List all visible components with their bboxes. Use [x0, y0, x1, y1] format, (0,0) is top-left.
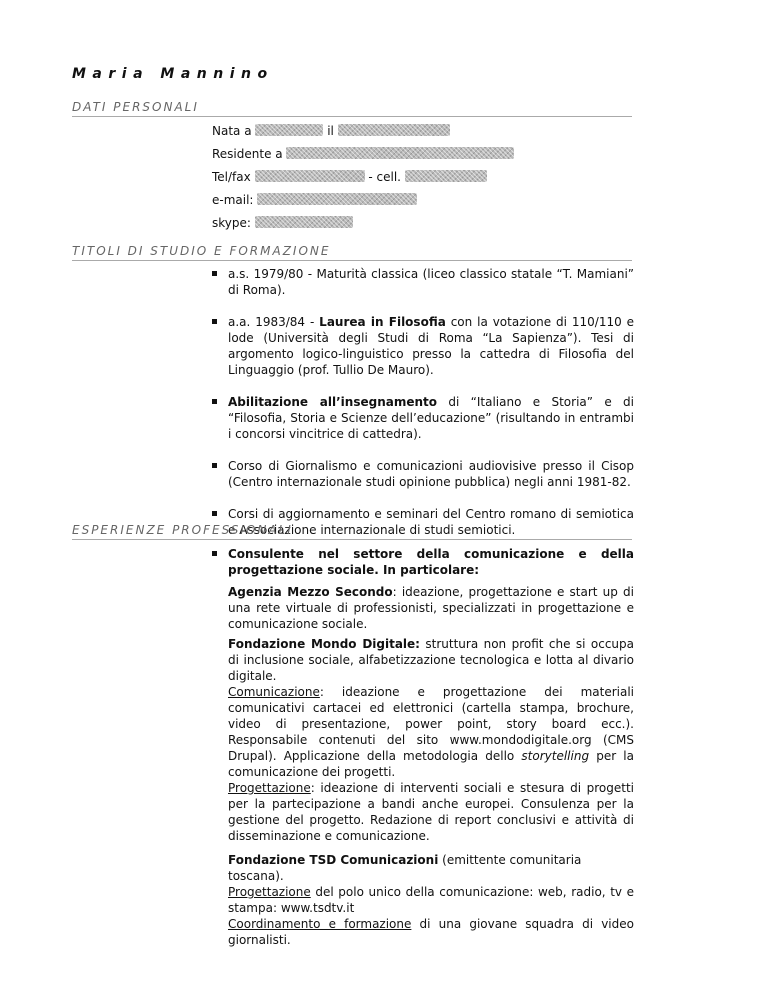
list-item	[212, 394, 634, 442]
list-item	[212, 546, 634, 578]
bullet-icon	[212, 399, 217, 404]
item-highlight: Laurea in Filosofia	[319, 315, 446, 329]
org-description: struttura non profit che si occupa di inclusione sociale, alfabetizzazione tecnologica e lotta al divario digitale.	[228, 637, 634, 683]
redacted-address	[286, 147, 514, 159]
bullet-icon	[212, 319, 217, 324]
org-description: : ideazione, progettazione e start up di una rete virtuale di professionisti, specializzati in progettazione e comunicazione sociale.	[228, 585, 634, 631]
cell-label: - cell.	[368, 170, 401, 184]
progettazione-text: del polo unico della comunicazione: web, radio, tv e stampa: www.tsdtv.it	[228, 885, 634, 915]
list-item	[212, 266, 634, 298]
experience-lead-line1: Consulente nel settore della comunicazione e della	[228, 547, 634, 561]
comunicazione-text: per la comunicazione dei progetti.	[228, 749, 634, 779]
experience-mezzo-secondo	[228, 584, 634, 632]
org-description: (emittente comunitaria toscana).	[228, 853, 582, 883]
coordinamento-text: di una giovane squadra di video giornalisti.	[228, 917, 634, 947]
redacted-cell	[405, 170, 487, 182]
phone-label: Tel/fax	[212, 170, 251, 184]
subheading-progettazione: Progettazione	[228, 781, 311, 795]
progettazione-text: : ideazione di interventi sociali e stesura di progetti per la partecipazione a bandi anche europei. Consulenza per la gestione del progetto. Redazione di report conclusivi e attività di disseminazione e comunicazione.	[228, 781, 634, 843]
redacted-birthdate	[338, 124, 450, 136]
comunicazione-italic: storytelling	[521, 749, 590, 763]
section-title-education: TITOLI DI STUDIO E FORMAZIONE	[72, 244, 331, 258]
bullet-icon	[212, 463, 217, 468]
email-label: e-mail:	[212, 193, 254, 207]
item-text: di “Italiano e Storia” e di “Filosofia, Storia e Scienze dell’educazione” (risultando in entrambi i concorsi vincitrice di cattedra).	[228, 395, 635, 441]
section-title-personal: DATI PERSONALI	[72, 100, 199, 114]
email-row	[212, 189, 514, 212]
org-name: Agenzia Mezzo Secondo	[228, 585, 393, 599]
section-divider	[72, 260, 632, 261]
experience-lead-line2: progettazione sociale. In particolare:	[228, 563, 480, 577]
residence-label: Residente a	[212, 147, 283, 161]
education-list	[212, 266, 634, 538]
redacted-birthplace	[255, 124, 323, 136]
comunicazione-text: : ideazione e progettazione dei materiali comunicativi cartacei ed elettronici (cartella stampa, brochure, video di presentazione, power point, story board ecc.). Responsabile contenuti del sito www.mondodigitale.org (CMS Drupal). Applicazione della metodologia dello	[228, 685, 634, 763]
experience-tsd	[228, 852, 634, 948]
item-text: Corsi di aggiornamento e seminari del Centro romano di semiotica e Associazione internazionale di studi semiotici.	[228, 507, 634, 537]
item-highlight: Abilitazione all’insegnamento	[228, 395, 437, 409]
redacted-skype	[255, 216, 353, 228]
person-name: Maria Mannino	[72, 66, 274, 82]
skype-label: skype:	[212, 216, 251, 230]
residence-row	[212, 143, 514, 166]
item-text: a.s. 1979/80 - Maturità classica (liceo classico statale “T. Mamiani” di Roma).	[228, 267, 634, 297]
born-label: Nata a	[212, 124, 252, 138]
list-item	[212, 458, 634, 490]
section-divider	[72, 116, 632, 117]
org-name: Fondazione TSD Comunicazioni	[228, 853, 439, 867]
section-title-experience: ESPERIENZE PROFESSIONALI	[72, 523, 293, 537]
birth-row	[212, 120, 514, 143]
item-text: a.a. 1983/84 -	[228, 315, 320, 329]
item-text: Corso di Giornalismo e comunicazioni audiovisive presso il Cisop (Centro internazionale studi opinione pubblica) negli anni 1981-82.	[228, 459, 634, 489]
redacted-email	[257, 193, 417, 205]
born-connector: il	[327, 124, 334, 138]
redacted-phone	[255, 170, 365, 182]
phone-row	[212, 166, 514, 189]
personal-data	[212, 120, 514, 235]
skype-row	[212, 212, 514, 235]
section-divider	[72, 539, 632, 540]
subheading-comunicazione: Comunicazione	[228, 685, 320, 699]
list-item	[212, 314, 634, 378]
subheading-progettazione: Progettazione	[228, 885, 311, 899]
org-name: Fondazione Mondo Digitale:	[228, 637, 420, 651]
subheading-coordinamento: Coordinamento e formazione	[228, 917, 412, 931]
experience-list	[212, 546, 634, 578]
bullet-icon	[212, 511, 217, 516]
bullet-icon	[212, 551, 217, 556]
item-text: con la votazione di 110/110 e lode (Università degli Studi di Roma “La Sapienza”). Tesi di argomento logico-linguistico presso la cattedra di Filosofia del Linguaggio (prof. Tullio De Mauro).	[228, 315, 634, 377]
experience-mondo-digitale	[228, 636, 634, 844]
bullet-icon	[212, 271, 217, 276]
